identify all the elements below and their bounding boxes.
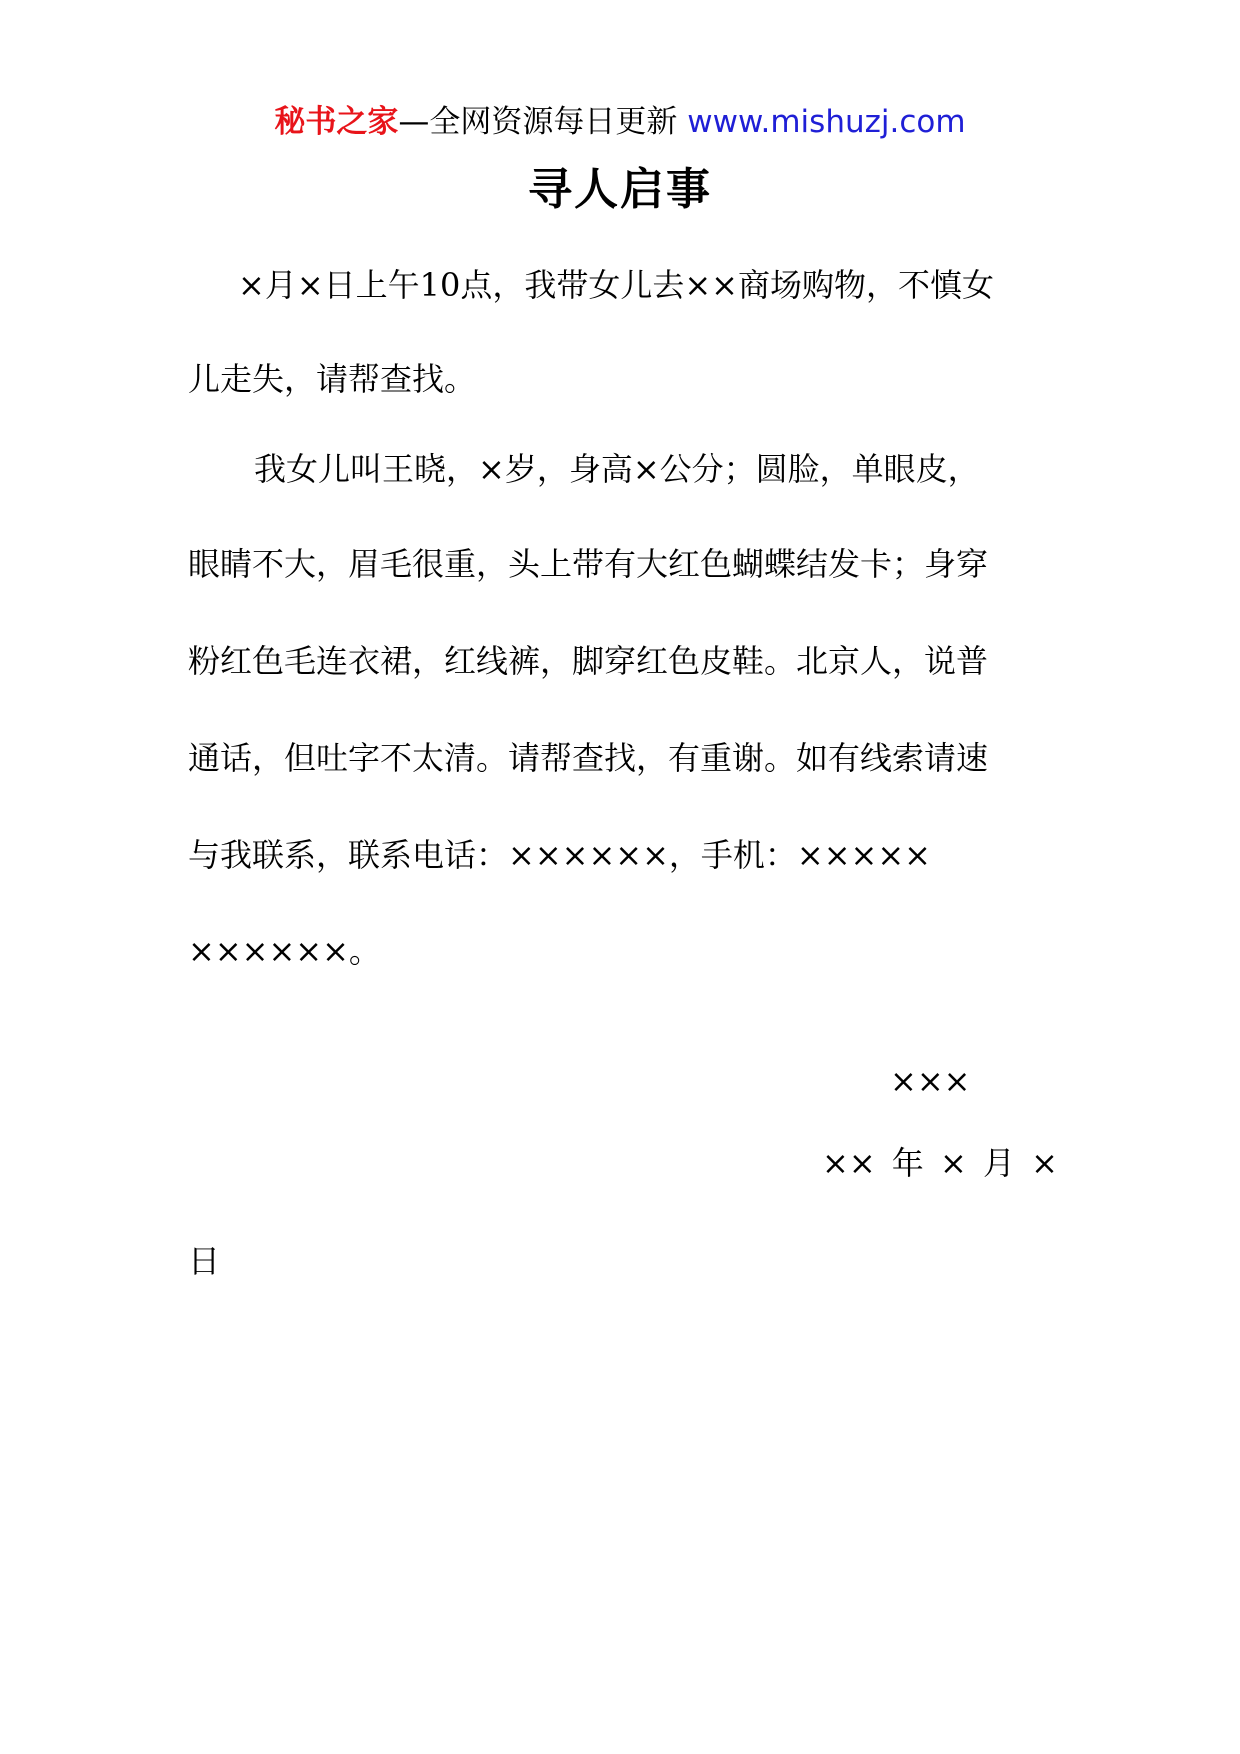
header-slogan: —全网资源每日更新: [398, 104, 678, 140]
signature-day: 日: [188, 1242, 221, 1280]
paragraph-line: 通话，但吐字不太清。请帮查找，有重谢。如有线索请速: [188, 739, 989, 777]
signature-date: ×× 年 × 月 ×: [822, 1144, 1058, 1182]
document-title: 寻人启事: [528, 164, 712, 215]
paragraph-line: 儿走失，请帮查找。: [188, 360, 477, 398]
paragraph-line: 与我联系，联系电话：××××××，手机：×××××: [188, 836, 931, 874]
site-url-link[interactable]: www.mishuzj.com: [687, 104, 966, 140]
paragraph-line: 我女儿叫王晓，×岁，身高×公分；圆脸，单眼皮，: [254, 450, 980, 488]
paragraph-line: 粉红色毛连衣裙，红线裤，脚穿红色皮鞋。北京人，说普: [188, 642, 989, 680]
paragraph-line: 眼睛不大，眉毛很重，头上带有大红色蝴蝶结发卡；身穿: [188, 545, 989, 583]
site-header: [0, 100, 1240, 144]
signature-name: ×××: [890, 1062, 971, 1100]
paragraph-line: ××××××。: [188, 932, 381, 970]
brand-name: 秘书之家: [274, 104, 399, 140]
paragraph-line: ×月×日上午10点，我带女儿去××商场购物，不慎女: [238, 266, 994, 304]
